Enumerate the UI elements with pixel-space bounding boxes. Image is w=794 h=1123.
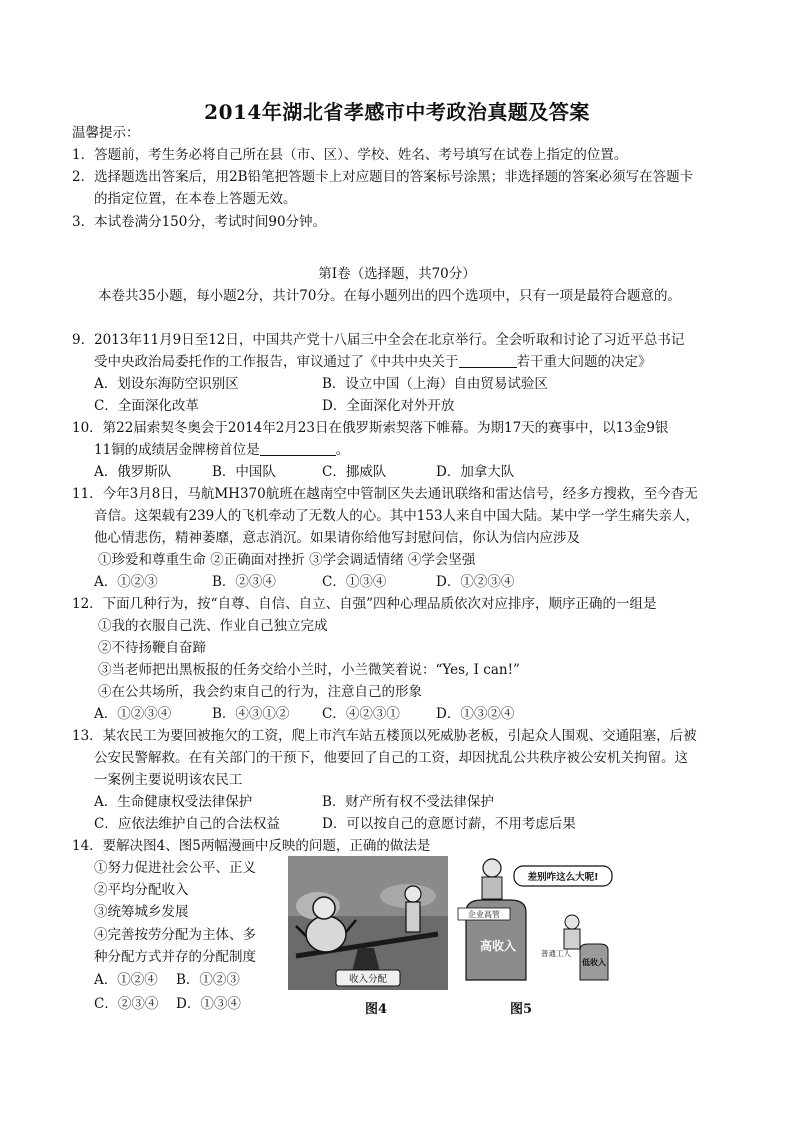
tip-3: 3．本试卷满分150分，考试时间90分钟。 bbox=[72, 214, 327, 230]
q9-stem-2 bbox=[94, 352, 652, 372]
q10-stem-1: 10．第22届索契冬奥会于2014年2月23日在俄罗斯索契落下帷幕。为期17天的赛事中，以13金9银 bbox=[72, 420, 669, 436]
q11-stem-2: 音信。这架载有239人的飞机牵动了无数人的心。其中153人来自中国大陆。某中学一学生痛失亲人， bbox=[94, 508, 700, 524]
q13-stem-3: 一案例主要说明该农民工 bbox=[94, 772, 243, 788]
section-title: 第Ⅰ卷（选择题，共70分） bbox=[318, 266, 476, 282]
q13-option-a: A．生命健康权受法律保护 bbox=[94, 794, 253, 810]
q9-option-b: B．设立中国（上海）自由贸易试验区 bbox=[322, 376, 548, 392]
q12-option-c: C．④②③① bbox=[322, 706, 400, 722]
figure-4-cartoon bbox=[288, 856, 448, 990]
section-desc: 本卷共35小题，每小题2分，共计70分。在每小题列出的四个选项中，只有一项是最符合题意的。 bbox=[98, 288, 681, 304]
figure-5-cartoon bbox=[452, 852, 618, 986]
q14-option-d: D．①③④ bbox=[176, 996, 241, 1012]
q13-option-c: C．应依法维护自己的合法权益 bbox=[94, 816, 280, 832]
q12-option-d: D．①③②④ bbox=[436, 706, 515, 722]
q14-option-c: C．②③④ bbox=[94, 996, 159, 1012]
q10-option-d: D．加拿大队 bbox=[436, 464, 515, 480]
page-title: 2014年湖北省孝感市中考政治真题及答案 bbox=[204, 100, 590, 124]
q10-option-a: A．俄罗斯队 bbox=[94, 464, 172, 480]
figure-5-speech: 差别咋这么大呢! bbox=[527, 872, 599, 883]
q12-option-a: A．①②③④ bbox=[94, 706, 172, 722]
figure-5-high-tag: 企业高管 bbox=[468, 910, 500, 919]
q10-option-c: C．挪威队 bbox=[322, 464, 387, 480]
q11-stem-4: ①珍爱和尊重生命 ②正确面对挫折 ③学会调适情绪 ④学会坚强 bbox=[98, 552, 476, 568]
q10-stem-2 bbox=[94, 440, 349, 460]
q13-option-b: B．财产所有权不受法律保护 bbox=[322, 794, 494, 810]
tips-heading: 温馨提示： bbox=[72, 125, 140, 141]
q12-stem-1: 12．下面几种行为，按“自尊、自信、自立、自强”四种心理品质依次对应排序，顺序正确的一组是 bbox=[72, 596, 657, 612]
q12-option-b: B．④③①② bbox=[212, 706, 290, 722]
q10-option-b: B．中国队 bbox=[212, 464, 276, 480]
q9-option-c: C．全面深化改革 bbox=[94, 398, 199, 414]
q12-stem-5: ④在公共场所，我会约束自己的行为，注意自己的形象 bbox=[98, 684, 422, 700]
q14-option-b: B．①②③ bbox=[176, 972, 240, 988]
q9-option-a: A．划设东海防空识别区 bbox=[94, 376, 239, 392]
q14-item-2: ②平均分配收入 bbox=[94, 882, 189, 898]
q10-blank bbox=[260, 441, 336, 456]
figure-4-label: 收入分配 bbox=[348, 974, 388, 985]
q13-option-d: D．可以按自己的意愿讨薪，不用考虑后果 bbox=[322, 816, 576, 832]
tip-1: 1．答题前，考生务必将自己所在县（市、区）、学校、姓名、考号填写在试卷上指定的位置。 bbox=[72, 147, 628, 163]
q9-stem-1: 9．2013年11月9日至12日，中国共产党十八届三中全会在北京举行。全会听取和讨论了习近平总书记 bbox=[72, 332, 685, 348]
tip-2: 2．选择题选出答案后，用2B铅笔把答题卡上对应题目的答案标号涂黑；非选择题的答案必须写在答题卡 bbox=[72, 169, 694, 185]
figure-5-low-tag: 普通工人 bbox=[541, 949, 571, 958]
figure-5-low-text: 低收入 bbox=[582, 958, 606, 967]
q14-option-a: A．①②④ bbox=[94, 972, 158, 988]
q12-stem-3: ②不待扬鞭自奋蹄 bbox=[98, 640, 206, 656]
figure-5-caption: 图5 bbox=[510, 1002, 533, 1017]
q10-stem-2b: 。 bbox=[335, 442, 350, 458]
q14-item-4: ④完善按劳分配为主体、多 bbox=[94, 927, 256, 943]
q14-item-3: ③统筹城乡发展 bbox=[94, 904, 189, 920]
q12-stem-4: ③当老师把出黑板报的任务交给小兰时，小兰微笑着说：“Yes, I can!” bbox=[98, 662, 520, 678]
q9-blank bbox=[459, 353, 517, 368]
q9-stem-2b: 若干重大问题的决定》 bbox=[516, 354, 652, 370]
q11-option-c: C．①③④ bbox=[322, 574, 387, 590]
q9-stem-2a: 受中央政治局委托作的工作报告，审议通过了《中共中央关于 bbox=[94, 354, 459, 370]
q13-stem-2: 公安民警解救。在有关部门的干预下，他要回了自己的工资，却因扰乱公共秩序被公安机关拘留。这 bbox=[94, 750, 688, 766]
q9-option-d: D．全面深化对外开放 bbox=[322, 398, 455, 414]
q14-item-4-cont: 种分配方式并存的分配制度 bbox=[94, 949, 256, 965]
q11-option-d: D．①②③④ bbox=[436, 574, 515, 590]
q14-item-1: ①努力促进社会公平、正义 bbox=[94, 860, 256, 876]
q12-stem-2: ①我的衣服自己洗、作业自己独立完成 bbox=[98, 618, 328, 634]
figure-4-caption: 图4 bbox=[365, 1002, 388, 1017]
q13-stem-1: 13．某农民工为要回被拖欠的工资，爬上市汽车站五楼顶以死威胁老板，引起众人围观、交通阻塞，后被 bbox=[72, 728, 697, 744]
q11-option-a: A．①②③ bbox=[94, 574, 158, 590]
q11-stem-1: 11．今年3月8日，马航MH370航班在越南空中管制区失去通讯联络和雷达信号，经多方搜救，至今杳无 bbox=[72, 486, 698, 502]
q14-stem-1: 14．要解决图4、图5两幅漫画中反映的问题，正确的做法是 bbox=[72, 838, 431, 854]
tip-2-cont: 的指定位置，在本卷上答题无效。 bbox=[94, 191, 297, 207]
figure-5-high-text: 高收入 bbox=[479, 939, 517, 953]
q10-stem-2a: 11铜的成绩居金牌榜首位是 bbox=[94, 442, 260, 458]
q11-stem-3: 他心情悲伤，精神萎靡，意志消沉。如果请你给他写封慰问信，你认为信内应涉及 bbox=[94, 530, 580, 546]
q11-option-b: B．②③④ bbox=[212, 574, 276, 590]
